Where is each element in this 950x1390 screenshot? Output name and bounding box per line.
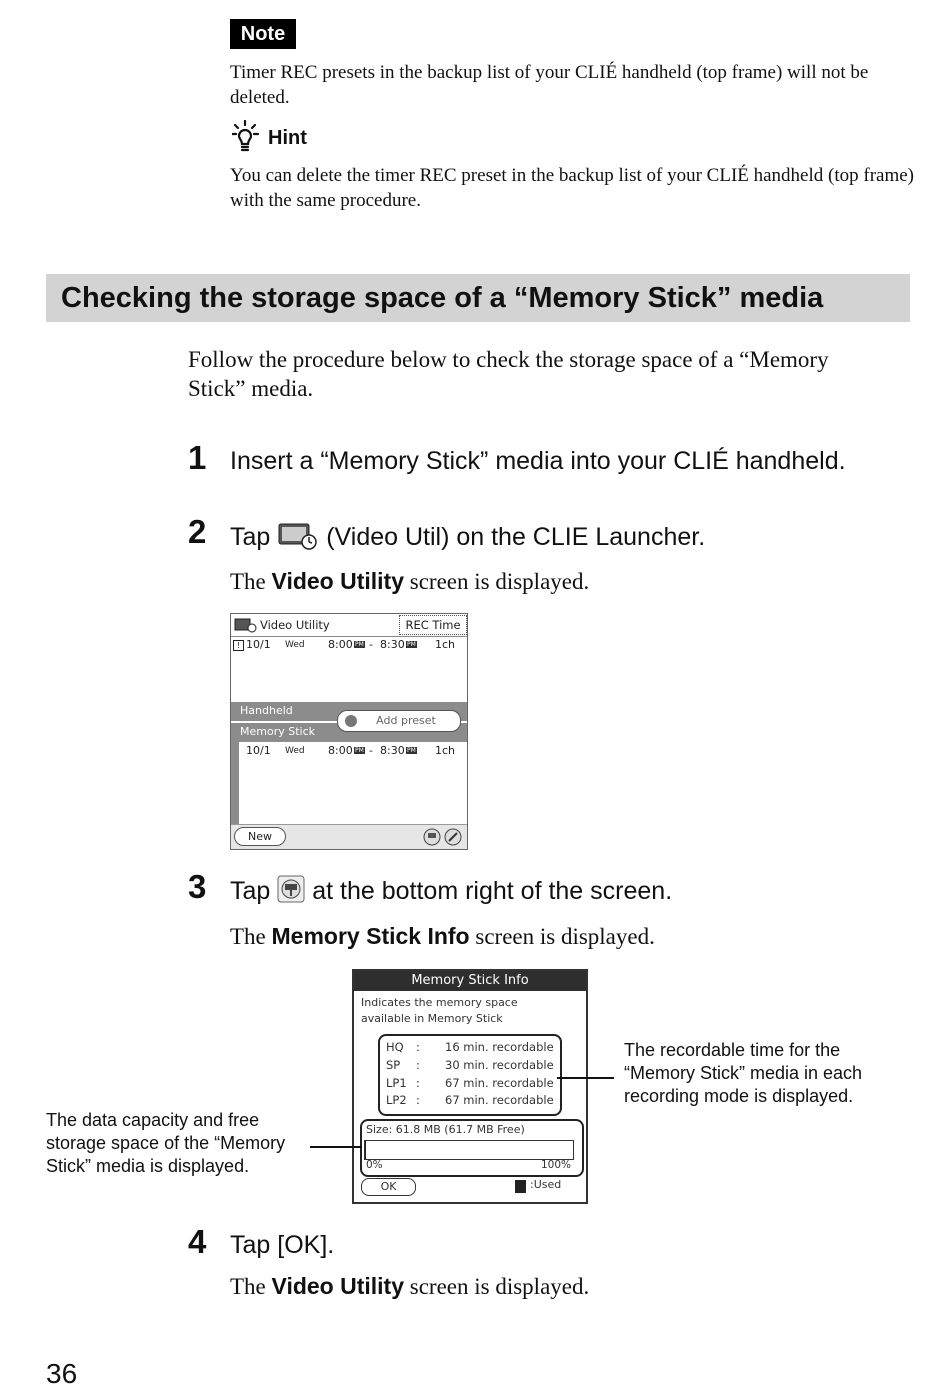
new-button[interactable]: New bbox=[234, 827, 286, 846]
step-3-sub-bold: Memory Stick Info bbox=[272, 923, 470, 949]
step-1-text: Insert a “Memory Stick” media into your CLIÉ handheld. bbox=[230, 446, 846, 476]
pm-badge: PM bbox=[406, 747, 417, 754]
callout-recordable-time: The recordable time for the “Memory Stick” media in each recording mode is displayed. bbox=[624, 1039, 894, 1108]
step-2-number: 2 bbox=[188, 514, 206, 550]
entry-end: 8:30 bbox=[380, 638, 405, 651]
handheld-label: Handheld bbox=[240, 704, 293, 717]
usage-max-label: 100% bbox=[541, 1159, 571, 1171]
step-3-text-after: at the bottom right of the screen. bbox=[312, 877, 672, 905]
mode-name: HQ bbox=[386, 1040, 404, 1054]
hint-text: You can delete the timer REC preset in the backup list of your CLIÉ handheld (top frame) with the same procedure. bbox=[230, 163, 915, 213]
rec-time-button[interactable]: REC Time bbox=[399, 615, 467, 635]
step-3-sub-before: The bbox=[230, 924, 266, 949]
hint-label: Hint bbox=[268, 127, 307, 150]
mode-row bbox=[386, 1058, 400, 1072]
callout-leader-left bbox=[310, 1146, 362, 1148]
entry-channel: 1ch bbox=[435, 638, 455, 651]
entry-start: 8:00 bbox=[328, 638, 353, 651]
msi-title: Memory Stick Info bbox=[354, 971, 586, 991]
step-2-text-after: (Video Util) on the CLIE Launcher. bbox=[326, 523, 705, 551]
pm-badge: PM bbox=[354, 641, 365, 648]
mode-value: 16 min. recordable bbox=[445, 1040, 554, 1054]
step-3-subtext bbox=[230, 922, 655, 951]
mode-sep: : bbox=[416, 1040, 420, 1054]
mode-sep: : bbox=[416, 1058, 420, 1072]
section-title: Checking the storage space of a “Memory Stick” media bbox=[61, 281, 823, 315]
callout-leader-right bbox=[557, 1077, 614, 1079]
wrench-icon[interactable] bbox=[444, 828, 462, 849]
step-4-number: 4 bbox=[188, 1224, 206, 1260]
step-2-sub-after: screen is displayed. bbox=[410, 569, 589, 594]
step-4-sub-before: The bbox=[230, 1274, 266, 1299]
used-legend-label: :Used bbox=[530, 1178, 561, 1191]
video-utility-screen bbox=[230, 613, 468, 850]
ok-button[interactable]: OK bbox=[361, 1178, 416, 1196]
vu-titlebar bbox=[231, 614, 467, 637]
step-4-subtext bbox=[230, 1272, 589, 1301]
step-2-sub-before: The bbox=[230, 569, 266, 594]
msi-desc-line2: available in Memory Stick bbox=[361, 1012, 503, 1025]
mode-name: LP2 bbox=[386, 1093, 407, 1107]
page-number: 36 bbox=[46, 1358, 77, 1390]
usage-bar bbox=[364, 1140, 574, 1160]
entry-start: 8:00 bbox=[328, 744, 353, 757]
add-preset-label: Add preset bbox=[362, 714, 436, 727]
step-3-text bbox=[230, 875, 672, 910]
entry-date: 10/1 bbox=[246, 744, 271, 757]
step-2-sub-bold: Video Utility bbox=[272, 568, 405, 594]
entry-day: Wed bbox=[285, 640, 305, 650]
vu-side-strip bbox=[231, 730, 239, 825]
callout-data-capacity: The data capacity and free storage space of the “Memory Stick” media is displayed. bbox=[46, 1109, 308, 1178]
mode-row bbox=[386, 1093, 407, 1107]
msi-desc-line1: Indicates the memory space bbox=[361, 996, 518, 1009]
step-4-sub-after: screen is displayed. bbox=[410, 1274, 589, 1299]
step-1-number: 1 bbox=[188, 440, 206, 476]
add-preset-icon bbox=[344, 714, 358, 735]
note-text: Timer REC presets in the backup list of your CLIÉ handheld (top frame) will not be deleted. bbox=[230, 60, 915, 110]
mode-sep: : bbox=[416, 1093, 420, 1107]
add-preset-button[interactable] bbox=[337, 710, 461, 732]
step-4-sub-bold: Video Utility bbox=[272, 1273, 405, 1299]
step-3-text-before: Tap bbox=[230, 877, 270, 905]
memory-stick-info-screen bbox=[352, 969, 588, 1204]
note-badge: Note bbox=[230, 19, 296, 49]
vu-entry-top[interactable] bbox=[231, 638, 467, 654]
step-2-text-before: Tap bbox=[230, 523, 270, 551]
size-text: Size: 61.8 MB (61.7 MB Free) bbox=[366, 1123, 525, 1136]
checkbox-icon[interactable]: ! bbox=[233, 640, 244, 651]
vu-title: Video Utility bbox=[260, 618, 330, 632]
video-util-icon bbox=[277, 520, 319, 557]
memory-stick-info-icon[interactable] bbox=[423, 828, 441, 849]
usage-min-label: 0% bbox=[366, 1159, 383, 1171]
step-4-text: Tap [OK]. bbox=[230, 1230, 334, 1260]
pm-badge: PM bbox=[354, 747, 365, 754]
entry-date: 10/1 bbox=[246, 638, 271, 651]
memory-stick-label: Memory Stick bbox=[240, 725, 315, 738]
mode-value: 30 min. recordable bbox=[445, 1058, 554, 1072]
vu-app-icon bbox=[234, 617, 258, 636]
entry-sep: - bbox=[369, 744, 373, 757]
entry-channel: 1ch bbox=[435, 744, 455, 757]
recordable-modes-box bbox=[378, 1034, 562, 1116]
mode-row bbox=[386, 1040, 404, 1054]
step-2-text bbox=[230, 520, 705, 557]
used-legend-swatch bbox=[515, 1180, 526, 1193]
mode-name: SP bbox=[386, 1058, 400, 1072]
pm-badge: PM bbox=[406, 641, 417, 648]
mode-value: 67 min. recordable bbox=[445, 1093, 554, 1107]
entry-end: 8:30 bbox=[380, 744, 405, 757]
lightbulb-icon bbox=[232, 119, 266, 153]
step-3-sub-after: screen is displayed. bbox=[475, 924, 654, 949]
mode-sep: : bbox=[416, 1076, 420, 1090]
step-2-subtext bbox=[230, 567, 589, 596]
section-intro: Follow the procedure below to check the storage space of a “Memory Stick” media. bbox=[188, 345, 888, 403]
entry-sep: - bbox=[369, 638, 373, 651]
memory-stick-info-icon bbox=[277, 875, 305, 910]
vu-entry-bottom[interactable] bbox=[241, 744, 467, 760]
step-3-number: 3 bbox=[188, 869, 206, 905]
entry-day: Wed bbox=[285, 746, 305, 756]
mode-value: 67 min. recordable bbox=[445, 1076, 554, 1090]
mode-name: LP1 bbox=[386, 1076, 407, 1090]
mode-row bbox=[386, 1076, 407, 1090]
